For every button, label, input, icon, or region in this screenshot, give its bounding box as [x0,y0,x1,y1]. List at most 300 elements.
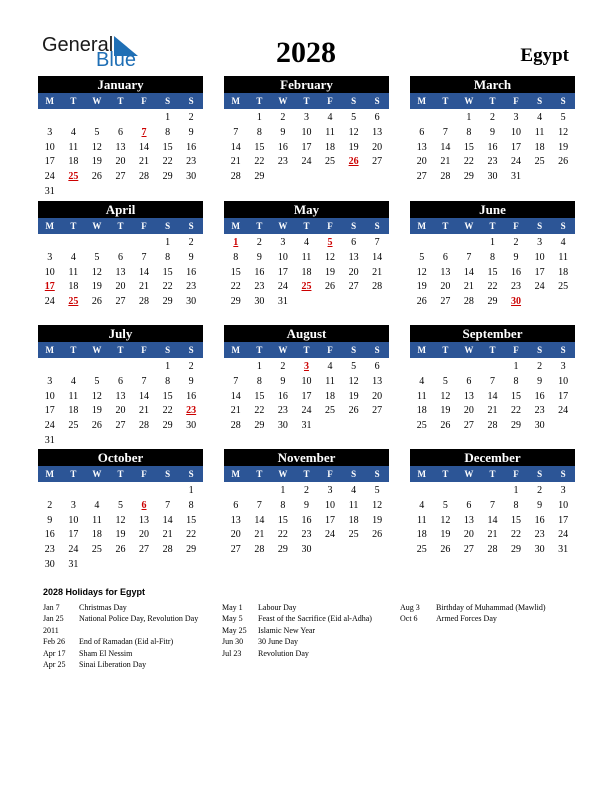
month-november [224,449,389,558]
day-cell: 5 [351,361,357,372]
holiday-date: Apr 17 [43,648,66,658]
day-cell: 3 [47,251,53,263]
day-cell: 25 [68,420,79,432]
day-grid [410,234,575,310]
weekday-label: T [442,96,449,106]
day-cell: 29 [230,296,241,308]
day-cell: 7 [256,499,262,511]
weekday-label: T [256,469,263,479]
weekday-label: T [303,469,310,479]
empty-cell [224,484,248,499]
day-cell: 16 [487,141,498,153]
day-cell: 11 [558,251,568,263]
day-cell: 14 [463,266,474,278]
day-cell: 28 [440,171,451,183]
day-cell: 29 [162,420,173,432]
weekday-label: T [303,221,310,231]
day-cell: 9 [188,126,194,138]
day-cell: 3 [560,361,566,372]
day-cell: 3 [327,485,333,496]
empty-cell [457,360,481,375]
day-cell: 13 [348,251,359,263]
holiday-name: Birthday of Muhammad (Mawlid) [436,603,546,612]
day-cell: 9 [303,499,309,511]
day-cell: 22 [162,405,173,417]
day-cell: 14 [162,514,173,526]
holiday-day-cell: 17 [44,281,55,293]
day-cell: 8 [513,375,519,387]
weekday-label: T [256,221,263,231]
day-cell: 8 [165,126,171,138]
day-cell: 19 [440,529,451,541]
day-cell: 29 [162,296,173,308]
weekday-label: M [45,96,55,106]
day-cell: 14 [372,251,383,263]
weekday-label: W [278,96,288,106]
empty-cell [434,360,458,375]
month-april [38,201,203,310]
day-cell: 7 [233,375,239,387]
weekday-label: T [70,469,77,479]
day-cell: 5 [94,251,100,263]
day-cell: 30 [254,296,265,308]
day-cell: 30 [534,544,545,556]
day-cell: 27 [372,405,383,417]
weekday-label: W [278,345,288,355]
brand-word-general: General [42,34,114,56]
holiday-name: Sinai Liberation Day [79,659,147,669]
day-cell: 13 [115,141,126,153]
day-cell: 21 [139,281,150,293]
weekday-header [224,342,389,358]
day-cell: 27 [440,296,451,308]
day-cell: 16 [534,390,545,402]
day-cell: 15 [487,266,498,278]
day-cell: 12 [91,266,102,278]
day-cell: 24 [558,529,569,541]
day-cell: 10 [511,126,522,138]
day-cell: 15 [162,390,173,402]
day-cell: 29 [254,171,265,183]
empty-cell [132,484,156,499]
day-cell: 23 [254,281,265,293]
day-cell: 6 [442,251,448,263]
weekday-header [38,218,203,234]
holiday-date: 2011 [43,625,59,635]
weekday-label: F [141,221,147,231]
day-cell: 21 [139,405,150,417]
day-cell: 10 [301,126,312,138]
day-cell: 6 [466,375,472,387]
day-cell: 15 [463,141,474,153]
day-grid [224,482,389,558]
empty-cell [481,484,505,499]
day-cell: 18 [91,529,102,541]
day-cell: 9 [47,514,53,526]
weekday-label: S [560,96,566,106]
day-cell: 9 [537,499,543,511]
day-cell: 20 [139,529,150,541]
day-cell: 19 [115,529,126,541]
day-cell: 20 [440,281,451,293]
holiday-day-cell: 3 [303,361,309,372]
day-cell: 23 [534,529,545,541]
month-title: February [224,76,389,93]
month-may [224,201,389,310]
day-cell: 19 [348,390,359,402]
day-cell: 17 [301,390,312,402]
holiday-day-cell: 7 [141,126,147,138]
month-march [410,76,575,185]
day-cell: 11 [348,499,359,511]
day-cell: 20 [463,529,474,541]
empty-cell [434,236,458,251]
weekday-header [224,218,389,234]
day-cell: 23 [277,405,288,417]
day-cell: 3 [47,375,53,387]
weekday-label: F [327,345,333,355]
day-cell: 11 [416,514,427,526]
day-cell: 13 [372,375,383,387]
day-cell: 16 [186,266,197,278]
day-cell: 13 [463,514,474,526]
day-cell: 22 [162,281,173,293]
month-title: April [38,201,203,218]
day-cell: 28 [139,296,150,308]
weekday-label: W [464,345,474,355]
day-cell: 28 [139,420,150,432]
day-cell: 6 [419,126,425,138]
day-cell: 7 [233,126,239,138]
day-cell: 5 [94,126,100,138]
day-cell: 21 [440,156,451,168]
weekday-label: S [188,221,194,231]
weekday-header [224,466,389,482]
day-cell: 2 [188,237,194,248]
day-cell: 14 [487,514,498,526]
day-cell: 1 [188,485,194,496]
day-cell: 2 [513,237,519,248]
empty-cell [481,360,505,375]
weekday-label: T [70,345,77,355]
weekday-label: S [165,469,171,479]
holiday-day-cell: 25 [68,171,79,183]
day-cell: 26 [91,171,102,183]
day-cell: 24 [44,296,55,308]
day-cell: 5 [442,375,448,387]
day-cell: 3 [513,112,519,123]
weekday-label: S [188,469,194,479]
day-cell: 27 [139,544,150,556]
day-cell: 3 [280,237,286,248]
day-cell: 27 [348,281,359,293]
day-cell: 17 [511,141,522,153]
empty-cell [457,484,481,499]
day-cell: 24 [301,156,312,168]
weekday-header [410,218,575,234]
day-cell: 22 [487,281,498,293]
empty-cell [434,484,458,499]
day-cell: 26 [325,281,336,293]
day-cell: 5 [442,499,448,511]
day-cell: 25 [534,156,545,168]
day-cell: 25 [558,281,569,293]
day-cell: 26 [372,529,383,541]
weekday-label: W [278,469,288,479]
weekday-label: T [117,469,124,479]
weekday-label: S [374,469,380,479]
day-cell: 26 [91,296,102,308]
day-cell: 17 [277,266,288,278]
weekday-header [410,93,575,109]
day-cell: 16 [186,141,197,153]
holiday-date: May 1 [222,603,243,612]
calendar-year: 2028 [276,36,336,69]
day-cell: 22 [511,529,522,541]
day-cell: 25 [325,156,336,168]
day-cell: 17 [534,266,545,278]
day-cell: 21 [162,529,173,541]
day-cell: 8 [280,499,286,511]
day-cell: 29 [511,420,522,432]
month-title: August [224,325,389,342]
weekday-label: T [442,469,449,479]
weekday-label: F [141,345,147,355]
day-cell: 1 [256,361,262,372]
day-cell: 10 [558,375,569,387]
day-cell: 24 [301,405,312,417]
weekday-label: S [351,96,357,106]
day-cell: 9 [280,126,286,138]
day-cell: 2 [537,485,543,496]
day-cell: 12 [91,141,102,153]
day-cell: 18 [416,405,427,417]
weekday-label: T [489,345,496,355]
empty-cell [85,484,109,499]
weekday-label: S [537,96,543,106]
day-cell: 21 [230,405,241,417]
day-cell: 2 [256,237,262,248]
empty-cell [410,111,434,126]
weekday-label: S [165,96,171,106]
day-cell: 18 [416,529,427,541]
weekday-label: M [417,221,427,231]
day-cell: 4 [327,112,333,123]
day-cell: 16 [277,141,288,153]
day-cell: 3 [537,237,543,248]
day-cell: 21 [487,405,498,417]
month-title: July [38,325,203,342]
empty-cell [85,111,109,126]
day-cell: 17 [44,156,55,168]
holiday-date: Jan 25 [43,614,64,624]
day-cell: 27 [463,544,474,556]
weekday-label: T [117,221,124,231]
day-cell: 8 [466,126,472,138]
empty-cell [62,484,86,499]
day-cell: 7 [489,375,495,387]
weekday-label: M [417,96,427,106]
day-cell: 26 [440,420,451,432]
weekday-label: F [327,96,333,106]
weekday-label: W [464,469,474,479]
day-cell: 29 [487,296,498,308]
day-cell: 6 [374,112,380,123]
weekday-label: M [417,345,427,355]
weekday-header [224,93,389,109]
day-cell: 19 [348,141,359,153]
weekday-label: S [351,345,357,355]
day-grid [38,482,203,573]
day-cell: 23 [534,405,545,417]
weekday-header [38,93,203,109]
day-cell: 28 [162,544,173,556]
day-cell: 12 [416,266,427,278]
empty-cell [132,236,156,251]
weekday-label: S [537,345,543,355]
day-cell: 27 [115,296,126,308]
day-cell: 12 [440,514,451,526]
day-cell: 19 [91,156,102,168]
holiday-name: Armed Forces Day [436,614,497,624]
holiday-day-cell: 1 [233,237,239,248]
day-cell: 13 [372,126,383,138]
empty-cell [62,360,86,375]
day-cell: 20 [372,390,383,402]
day-cell: 30 [277,420,288,432]
month-title: November [224,449,389,466]
day-cell: 8 [513,499,519,511]
month-title: May [224,201,389,218]
day-cell: 18 [558,266,569,278]
day-cell: 2 [280,361,286,372]
weekday-label: S [560,469,566,479]
day-cell: 19 [440,405,451,417]
day-cell: 16 [301,514,312,526]
day-cell: 1 [165,237,171,248]
day-cell: 2 [188,112,194,123]
day-cell: 4 [419,499,425,511]
day-cell: 24 [44,171,55,183]
weekday-header [410,466,575,482]
day-cell: 16 [186,390,197,402]
weekday-header [410,342,575,358]
day-cell: 11 [68,390,79,402]
weekday-label: T [117,345,124,355]
empty-cell [156,484,180,499]
day-cell: 7 [466,251,472,263]
day-cell: 23 [44,544,55,556]
weekday-label: T [70,96,77,106]
day-cell: 15 [254,141,265,153]
day-cell: 3 [560,485,566,496]
day-cell: 18 [325,390,336,402]
day-cell: 28 [487,544,498,556]
day-cell: 6 [117,375,123,387]
day-cell: 26 [416,296,427,308]
month-title: December [410,449,575,466]
day-cell: 28 [139,171,150,183]
day-grid [224,358,389,434]
day-cell: 8 [489,251,495,263]
holiday-date: Aug 3 [400,603,420,612]
day-cell: 13 [440,266,451,278]
month-december [410,449,575,558]
day-cell: 2 [188,361,194,372]
empty-cell [248,484,272,499]
day-cell: 18 [325,141,336,153]
month-february [224,76,389,185]
day-cell: 31 [558,544,569,556]
day-cell: 10 [44,266,55,278]
day-cell: 2 [47,499,53,511]
month-title: March [410,76,575,93]
day-cell: 6 [374,361,380,372]
day-cell: 1 [466,112,472,123]
month-january [38,76,203,200]
day-cell: 23 [487,156,498,168]
day-cell: 29 [277,544,288,556]
empty-cell [109,111,133,126]
month-title: October [38,449,203,466]
day-cell: 4 [560,237,566,248]
holiday-date: May 5 [222,614,243,624]
day-grid [38,234,203,310]
day-cell: 29 [162,171,173,183]
empty-cell [109,236,133,251]
day-cell: 30 [186,420,197,432]
empty-cell [38,360,62,375]
empty-cell [85,236,109,251]
weekday-label: S [165,345,171,355]
day-cell: 11 [325,375,335,387]
weekday-label: S [560,221,566,231]
day-cell: 17 [44,405,55,417]
day-cell: 26 [440,544,451,556]
day-cell: 15 [254,390,265,402]
day-cell: 28 [254,544,265,556]
day-cell: 7 [141,375,147,387]
holiday-day-cell: 6 [141,499,147,511]
holiday-day-cell: 23 [186,405,197,417]
weekday-label: S [374,221,380,231]
day-cell: 2 [303,485,309,496]
day-cell: 29 [511,544,522,556]
day-cell: 2 [280,112,286,123]
day-cell: 10 [325,499,336,511]
weekday-label: M [231,345,241,355]
day-cell: 8 [165,251,171,263]
day-cell: 14 [230,141,241,153]
empty-cell [62,111,86,126]
day-grid [38,109,203,200]
day-cell: 6 [233,499,239,511]
holiday-name: National Police Day, Revolution Day [79,614,199,624]
day-cell: 23 [277,156,288,168]
day-cell: 5 [117,499,123,511]
weekday-label: S [188,345,194,355]
day-cell: 1 [513,485,519,496]
month-september [410,325,575,434]
weekday-label: S [537,221,543,231]
empty-cell [224,111,248,126]
holiday-name: 30 June Day [258,637,298,647]
weekday-label: S [560,345,566,355]
day-grid [224,234,389,310]
day-cell: 1 [165,112,171,123]
day-cell: 21 [463,281,474,293]
weekday-label: M [231,469,241,479]
